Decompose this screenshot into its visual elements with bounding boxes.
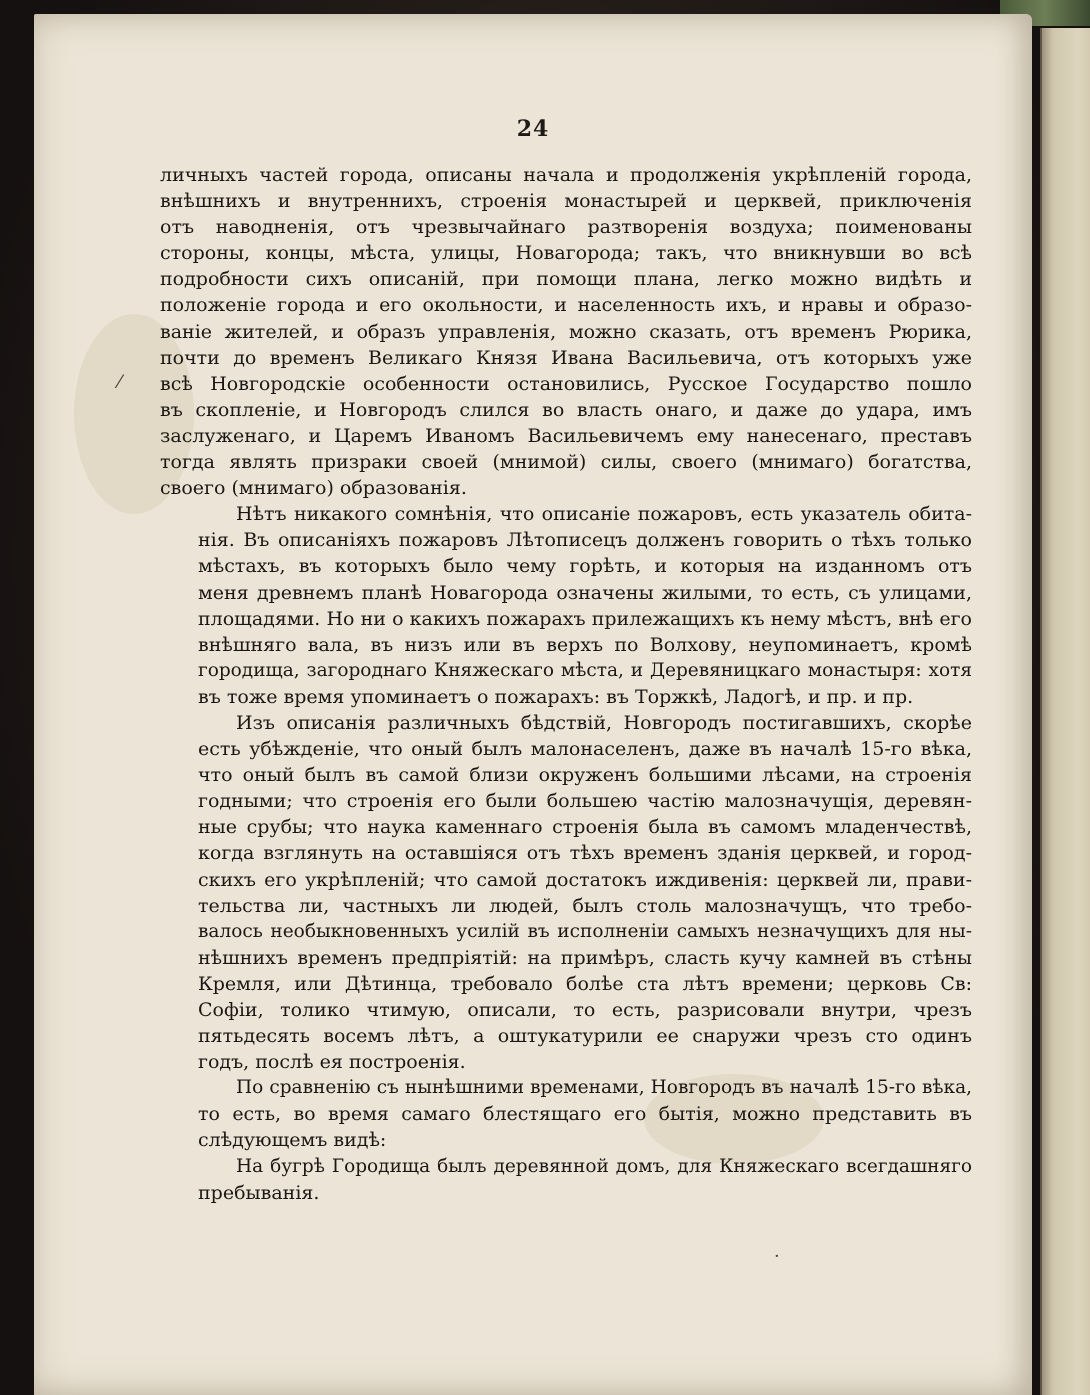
text-line: своего (мнимаго) образованія.	[160, 477, 467, 500]
adjacent-page-edge	[1040, 28, 1090, 1395]
text-line: есть убѣжденіе, что оный былъ малонаселенъ, даже въ началѣ 15-го вѣка,	[198, 738, 972, 761]
text-line: скихъ его укрѣпленій; что самой достатокъ иждивенія: церквей ли, прави-	[198, 868, 972, 891]
text-line: заслуженаго, и Царемъ Иваномъ Васильевичемъ ему нанесенаго, преставъ	[160, 424, 972, 447]
text-line: то есть, во время самаго блестящаго его бытія, можно представить въ	[198, 1103, 972, 1126]
text-line: годными; что строенія его были большею частію малозначущія, деревян-	[198, 790, 972, 813]
book-page	[34, 14, 1032, 1395]
text-line: почти до временъ Великаго Князя Ивана Васильевича, отъ которыхъ уже	[160, 346, 972, 369]
text-line: Нѣтъ никакого сомнѣнія, что описаніе пожаровъ, есть указатель обита-	[236, 503, 972, 526]
text-line: слѣдующемъ видѣ:	[198, 1129, 387, 1152]
text-line: въ скопленіе, и Новгородъ слился во власть онаго, и даже до удара, имъ	[160, 398, 972, 421]
text-line: отъ наводненія, отъ чрезвычайнаго разтворенія воздуха; поименованы	[160, 216, 972, 239]
text-line: что оный былъ въ самой близи окруженъ большими лѣсами, на строенія	[198, 764, 972, 787]
paragraph	[160, 1154, 972, 1206]
page-number: 24	[516, 116, 550, 142]
body-text	[160, 162, 972, 1206]
text-line: пятьдесять восемъ лѣтъ, а оштукатурили ее снаружи чрезъ сто одинъ	[198, 1025, 972, 1048]
text-line: На бугрѣ Городища былъ деревянной домъ, для Княжескаго всегдашняго	[236, 1155, 972, 1177]
text-line: въ тоже время упоминаетъ о пожарахъ: въ Торжкѣ, Ладогѣ, и пр. и пр.	[198, 685, 914, 708]
text-line: внѣшнихъ и внутреннихъ, строенія монастырей и церквей, приключенія	[160, 190, 972, 213]
text-line: тогда являть призраки своей (мнимой) силы, своего (мнимаго) богатства,	[160, 451, 972, 474]
text-line: личныхъ частей города, описаны начала и продолженія укрѣпленій города,	[160, 164, 972, 186]
paragraph	[160, 710, 972, 1075]
paragraph	[160, 162, 972, 501]
text-line: По сравненію съ нынѣшними временами, Новгородъ въ началѣ 15-го вѣка,	[236, 1077, 972, 1099]
ink-speck: ·	[774, 1246, 780, 1267]
text-line: Софіи, толико чтимую, описали, то есть, разрисовали внутри, чрезъ	[198, 999, 972, 1021]
text-line: подробности сихъ описаній, при помощи плана, легко можно видѣть и	[160, 268, 972, 291]
text-line: пребыванія.	[198, 1181, 320, 1204]
text-line: внѣшняго вала, въ низъ или въ верхъ по Волхову, неупоминаетъ, кромѣ	[198, 633, 972, 656]
text-line: ваніе жителей, и образъ управленія, можно сказать, отъ временъ Рюрика,	[160, 320, 972, 343]
text-line: годъ, послѣ ея построенія.	[198, 1051, 466, 1074]
paragraph	[160, 1075, 972, 1153]
text-line: положеніе города и его окольности, и населенность ихъ, и нравы и образо-	[160, 294, 972, 317]
text-line: всѣ Новгородскіе особенности остановились, Русское Государство пошло	[160, 372, 972, 395]
text-line: валось необыкновенныхъ усилій въ исполненіи самыхъ незначущихъ для ны-	[198, 920, 972, 942]
text-line: Изъ описанія различныхъ бѣдствій, Новгородъ постигавшихъ, скорѣе	[236, 711, 972, 734]
text-line: тельства ли, частныхъ ли людей, былъ столь малозначущъ, что требо-	[198, 894, 972, 917]
text-line: стороны, концы, мѣста, улицы, Новагорода; такъ, что вникнувши во всѣ	[160, 242, 972, 265]
text-line: городища, загороднаго Княжескаго мѣста, и Деревяницкаго монастыря: хотя	[198, 659, 972, 681]
text-line: ные срубы; что наука каменнаго строенія была въ самомъ младенчествѣ,	[198, 816, 972, 839]
text-line: Кремля, или Дѣтинца, требовало болѣе ста лѣтъ времени; церковь Св:	[198, 972, 972, 995]
text-line: площадями. Но ни о какихъ пожарахъ прилежащихъ къ нему мѣстъ, внѣ его	[198, 607, 972, 630]
text-line: нія. Въ описаніяхъ пожаровъ Лѣтописецъ долженъ говорить о тѣхъ только	[198, 529, 972, 552]
margin-mark: ⁄	[118, 372, 122, 393]
text-line: мѣстахъ, въ которыхъ было чему горѣть, и которыя на изданномъ отъ	[198, 555, 972, 578]
paragraph	[160, 501, 972, 710]
text-line: нѣшнихъ временъ предпріятій: на примѣръ, сласть кучу камней въ стѣны	[198, 946, 972, 969]
text-line: когда взглянуть на оставшіяся отъ тѣхъ временъ зданія церквей, и город-	[198, 842, 972, 865]
text-line: меня древнемъ планѣ Новагорода означены жилыми, то есть, съ улицами,	[198, 581, 972, 604]
